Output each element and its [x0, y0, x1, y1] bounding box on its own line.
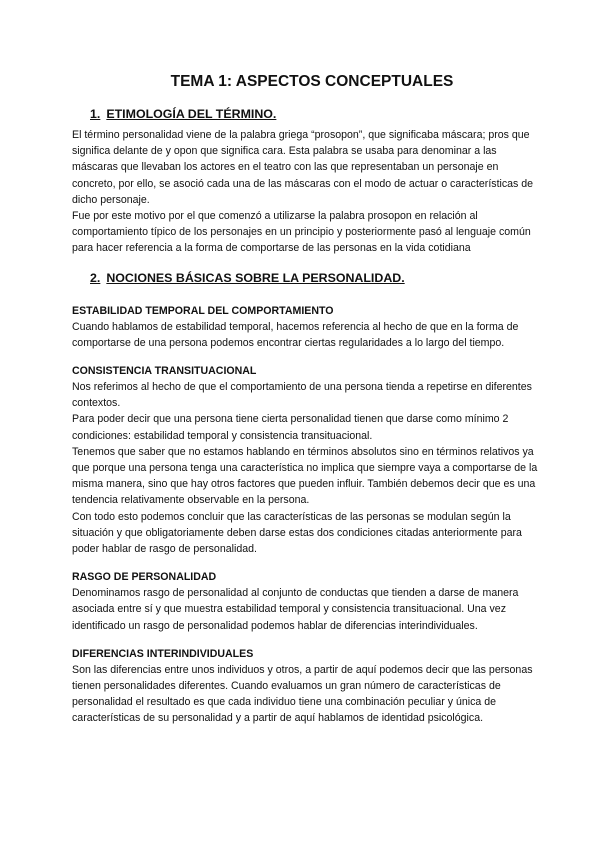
section-2-title: NOCIONES BÁSICAS SOBRE LA PERSONALIDAD.	[106, 270, 405, 285]
section-1-heading	[72, 106, 540, 123]
paragraph: Cuando hablamos de estabilidad temporal, hacemos referencia al hecho de que en la forma de comportarse de una persona podemos encontrar ciertas regularidades a lo largo del tiempo.	[72, 320, 519, 349]
subsection-heading: ESTABILIDAD TEMPORAL DEL COMPORTAMIENTO	[72, 304, 334, 317]
page-title: TEMA 1: ASPECTOS CONCEPTUALES	[170, 73, 454, 90]
subsection-heading: CONSISTENCIA TRANSITUACIONAL	[72, 365, 257, 378]
paragraph: El término personalidad viene de la palabra griega “prosopon”, que significaba máscara; pros que significa delante de y opon que significa cara. Esta palabra se usaba para denominar a las máscaras que llevaban los actores en el teatro con las que representaban un personaje en concreto, por ello, se asoció cada una de las máscaras con el modo de actuar o características de dicho personaje.	[72, 129, 534, 206]
paragraph: Con todo esto podemos concluir que las características de las personas se modulan según la situación y que obligatoriamente deben darse estas dos condiciones citadas anteriormente para poder hablar de rasgo de personalidad.	[72, 510, 522, 556]
section-1-number: 1.	[90, 107, 101, 121]
paragraph: Denominamos rasgo de personalidad al conjunto de conductas que tienden a darse de manera asociada entre sí y que muestra estabilidad temporal y consistencia transituacional. Una vez identificado un rasgo de personalidad podemos hablar de diferencias interindividuales.	[72, 587, 519, 632]
subsection-heading: RASGO DE PERSONALIDAD	[72, 571, 217, 584]
paragraph: Tenemos que saber que no estamos hablando en términos absolutos sino en términos relativos ya que porque una persona tenga una característica no implica que siempre vaya a comportarse de la misma manera, sino que hay otros factores que pueden influir. También debemos decir que es una tendencia relativamente observable en la persona.	[72, 445, 538, 507]
section-2-heading	[72, 270, 540, 287]
section-1-title: ETIMOLOGÍA DEL TÉRMINO.	[106, 107, 277, 121]
paragraph: Fue por este motivo por el que comenzó a utilizarse la palabra prosopon en relación al comportamiento típico de los personajes en un principio y posteriormente pasó al lenguaje común para hacer referencia a la forma de comportarse de las personas en la vida cotidiana	[72, 210, 531, 255]
subsection-heading: DIFERENCIAS INTERINDIVIDUALES	[72, 647, 254, 660]
section-2-number: 2.	[90, 270, 101, 285]
paragraph: Nos referimos al hecho de que el comportamiento de una persona tienda a repetirse en diferentes contextos.	[72, 381, 532, 410]
paragraph: Son las diferencias entre unos individuos y otros, a partir de aquí podemos decir que las personas tienen personalidades diferentes. Cuando evaluamos un gran número de características de personalidad el resultado es que cada individuo tiene una combinación peculiar y única de características de su personalidad y a partir de aquí hablamos de identidad psicológica.	[72, 663, 533, 725]
paragraph: Para poder decir que una persona tiene cierta personalidad tienen que darse como mínimo 2 condiciones: estabilidad temporal y consistencia transituacional.	[72, 413, 509, 442]
